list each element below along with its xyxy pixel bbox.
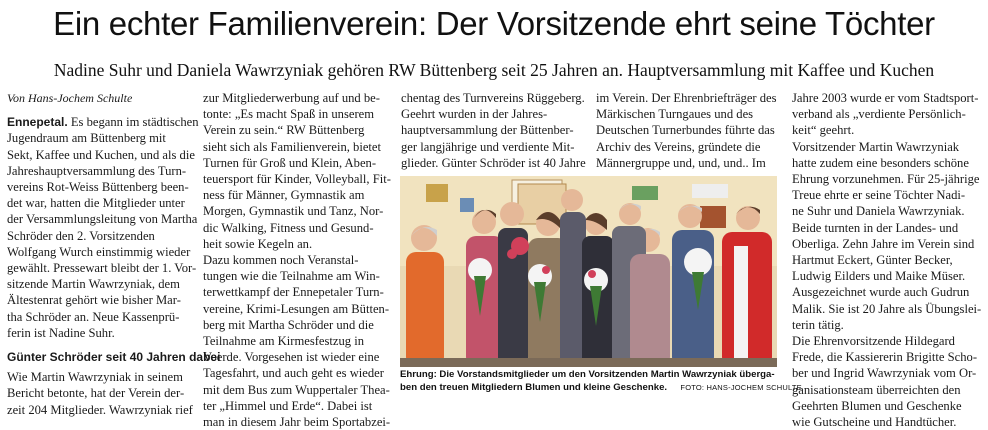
text-line: terwettkampf der Ennepetaler Turn- (203, 285, 384, 300)
text-line: Ausgezeichnet wurde auch Gudrun (792, 285, 970, 300)
text-line: Männergruppe und, und, und.. Im (596, 155, 766, 170)
text-line: Geehrt wurden in der Jahres- (401, 107, 548, 122)
text-line: Archiv des Vereins, gründete die (596, 139, 761, 154)
text-line: Verein zu sein.“ RW Büttenberg (203, 123, 365, 138)
text-line: terin tätig. (792, 317, 844, 332)
text-line: mit dem Bus zum Wuppertaler Thea- (203, 382, 390, 397)
group-photo-image (400, 176, 777, 367)
text-line: Frede, die Kassiererin Brigitte Scho- (792, 350, 978, 365)
text-line: ganisationsteam überreichten den (792, 382, 961, 397)
article-column-5 (792, 90, 982, 430)
text-line: Beide turnten in der Landes- und (792, 220, 959, 235)
text-line: verband als „verdiente Persönlich- (792, 107, 966, 122)
text-line: Jahreshauptversammlung des Turn- (7, 163, 187, 178)
text-line: tonte: „Es macht Spaß in unserem (203, 107, 375, 122)
text-line: teuersport für Kinder, Volleyball, Fit- (203, 172, 391, 187)
text-line: Geehrten Blumen und Geschenke (792, 398, 962, 413)
text-line: Dazu kommen noch Veranstal- (203, 253, 359, 268)
text-line: sieht sich als Familienverein, bietet (203, 139, 382, 154)
text-line: ne Suhr und Daniela Wawrzyniak. (792, 204, 965, 219)
text-line: Ältestenrat gehört wie bisher Mar- (7, 293, 181, 308)
text-line: glieder. Günter Schröder ist 40 Jahre (401, 155, 586, 170)
text-line: im Verein. Der Ehrenbriefträger des (596, 91, 777, 105)
text-line: man in diesem Jahr beim Sportabzei- (203, 415, 391, 430)
text-line: berg mit Martha Schröder und die (203, 317, 374, 332)
text-line: Wolfgang Wurch einstimmig wieder (7, 244, 191, 259)
photo-caption (400, 369, 802, 394)
text-line: Schröder den 2. Vorsitzenden (7, 228, 155, 243)
text-line: Märkischen Turngaues und des (596, 107, 754, 122)
text-line: vereine, Krimi-Lesungen am Bütten- (203, 301, 390, 316)
text-line: Jugendraum am Büttenberg mit (7, 131, 166, 146)
caption-line-1: Ehrung: Die Vorstandsmitglieder um den Vorsitzenden Martin Wawrzyniak überga- (400, 369, 775, 380)
subheadline: Nadine Suhr und Daniela Wawrzyniak gehören RW Büttenberg seit 25 Jahren an. Hauptversammlung mit Kaffee und Kuchen (53, 60, 935, 80)
text-line: Die Ehrenvorsitzende Hildegard (792, 334, 955, 349)
text-line: ferin ist Nadine Suhr. (7, 325, 115, 340)
article-column-2 (203, 90, 391, 430)
text-line: tungen wie die Teilnahme am Win- (203, 269, 380, 284)
text-line: heit sowie Kegeln an. (203, 236, 313, 251)
headline: Ein echter Familienverein: Der Vorsitzende ehrt seine Töchter (53, 5, 935, 42)
text-line: chentag des Turnvereins Rüggeberg. (401, 91, 585, 105)
caption-line-2: ben den treuen Mitgliedern Blumen und kleine Geschenke. FOTO: HANS-JOCHEM SCHULTE (400, 381, 802, 393)
text-line: Voerde. Vorgesehen ist wieder eine (203, 350, 380, 365)
lead-line: Ennepetal. Es begann im städtischen (7, 115, 199, 130)
text-line: Vorsitzender Martin Wawrzyniak (792, 139, 960, 154)
text-line: ter „Himmel und Erde“. Dabei ist (203, 398, 373, 413)
text-line: Morgen, Gymnastik und Tanz, Nor- (203, 204, 384, 219)
text-line: Deutschen Turnerbundes führte das (596, 123, 775, 138)
text-line: Oberliga. Zehn Jahre im Verein sind (792, 236, 975, 251)
text-line: hatte zudem eine besonders schöne (792, 155, 969, 170)
text-line: Tagesfahrt, und auch geht es wieder (203, 366, 384, 381)
text-line: Teilnahme am Kirmesfestzug in (203, 334, 365, 349)
article-column-1 (7, 90, 221, 418)
text-line: dic Walking, Fitness und Gesund- (203, 220, 374, 235)
text-line: keit“ geehrt. (792, 123, 855, 138)
text-line: Jahre 2003 wurde er vom Stadtsport- (792, 91, 979, 105)
text-line: vereins Rot-Weiss Büttenberg been- (7, 180, 189, 195)
text-line: det war, hatten die Mitglieder unter (7, 196, 185, 211)
text-line: Malik. Sie ist 20 Jahre als Übungslei- (792, 301, 982, 316)
text-line: Ludwig Eilders und Maike Müser. (792, 269, 966, 284)
author-byline: Von Hans-Jochem Schulte (7, 91, 133, 105)
text-line: zur Mitgliederwerbung auf und be- (203, 91, 380, 105)
text-line: Sekt, Kaffee und Kuchen, und als die (7, 147, 195, 162)
text-line: Hartmut Eckert, Günter Becker, (792, 253, 953, 268)
article-column-3 (401, 90, 586, 171)
group-photo (400, 176, 777, 367)
dateline: Ennepetal. (7, 115, 68, 130)
text-line: Wie Martin Wawrzyniak in seinem (7, 370, 183, 385)
text-line: hauptversammlung der Büttenber- (401, 123, 574, 138)
text-line: wie Gutscheine und Handtücher. (792, 415, 957, 430)
photo-credit: FOTO: HANS-JOCHEM SCHULTE (680, 382, 802, 392)
section-subheading: Günter Schröder seit 40 Jahren dabei (7, 350, 221, 365)
text-line: Treue ehrte er seine Töchter Nadi- (792, 188, 966, 203)
text-line: Ehrung vorzunehmen. Für 25-jährige (792, 172, 980, 187)
text-line: gewählt. Pressewart bleibt der 1. Vor- (7, 261, 197, 276)
text-line: ber und Ingrid Wawrzyniak vom Or- (792, 366, 977, 381)
text-line: ger langjährige und verdiente Mit- (401, 139, 575, 154)
text-line: sitzende Martin Wawrzyniak, dem (7, 277, 180, 292)
text-line: zeit 204 Mitglieder. Wawrzyniak rief (7, 402, 193, 417)
text-line: ness für Männer, Gymnastik am (203, 188, 365, 203)
text-line: der Versammlungsleitung von Martha (7, 212, 198, 227)
text-line: Turnen für Groß und Klein, Aben- (203, 155, 377, 170)
text-line: Bericht betonte, hat der Verein der- (7, 386, 185, 401)
text-line: tha Schröder an. Neue Kassenprü- (7, 309, 180, 324)
article-column-4 (596, 90, 778, 171)
